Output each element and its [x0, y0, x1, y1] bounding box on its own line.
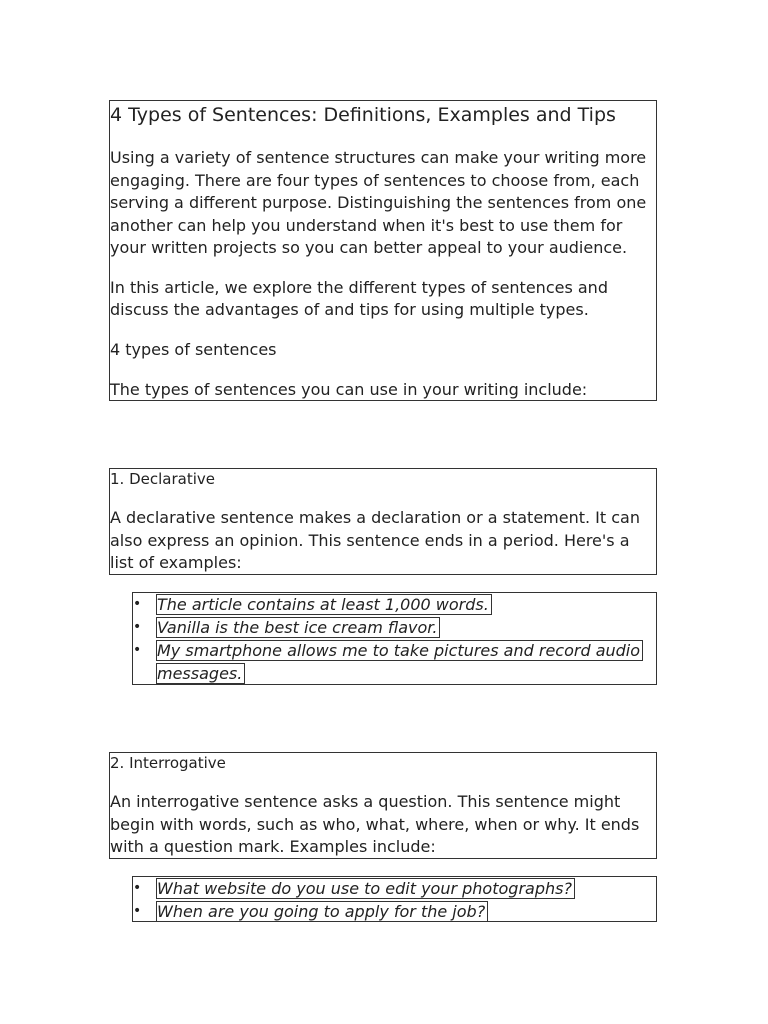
bullet-icon: •: [133, 642, 142, 658]
bullet-icon: •: [133, 903, 142, 919]
interrogative-description: An interrogative sentence asks a question. This sentence might begin with words, such as who, what, where, when or why. It ends with a question mark. Examples include:: [110, 792, 640, 856]
list-item: [133, 877, 656, 900]
list-item: [133, 616, 656, 639]
interrogative-heading: 2. Interrogative: [110, 754, 226, 772]
example-text: The article contains at least 1,000 words.: [156, 594, 492, 615]
list-item: [133, 593, 656, 616]
example-text: What website do you use to edit your photographs?: [156, 878, 575, 899]
subheading-types: 4 types of sentences: [110, 339, 277, 359]
declarative-description: A declarative sentence makes a declaration or a statement. It can also express an opinion. This sentence ends in a period. Here's a list of examples:: [110, 508, 640, 572]
intro-section: [109, 100, 657, 401]
declarative-section: [109, 468, 657, 575]
intro-paragraph-3: The types of sentences you can use in your writing include:: [110, 380, 588, 399]
intro-paragraph-1: Using a variety of sentence structures can make your writing more engaging. There are four types of sentences to choose from, each serving a different purpose. Distinguishing the sentences from one another can help you understand when it's best to use them for your written projects so you can better appeal to your audience.: [110, 148, 647, 257]
interrogative-section: [109, 752, 657, 859]
intro-paragraph-2: In this article, we explore the different types of sentences and discuss the advantages of and tips for using multiple types.: [110, 277, 608, 319]
interrogative-examples-list: [132, 876, 657, 922]
example-text: When are you going to apply for the job?: [156, 901, 488, 922]
bullet-icon: •: [133, 596, 142, 612]
example-text: My smartphone allows me to take pictures and record audio messages.: [156, 640, 643, 684]
declarative-heading: 1. Declarative: [110, 470, 215, 488]
list-item: [133, 900, 656, 923]
declarative-examples-list: [132, 592, 657, 685]
bullet-icon: •: [133, 619, 142, 635]
article-title: 4 Types of Sentences: Definitions, Examples and Tips: [110, 104, 616, 126]
example-text: Vanilla is the best ice cream flavor.: [156, 617, 440, 638]
list-item: [133, 639, 656, 685]
bullet-icon: •: [133, 880, 142, 896]
